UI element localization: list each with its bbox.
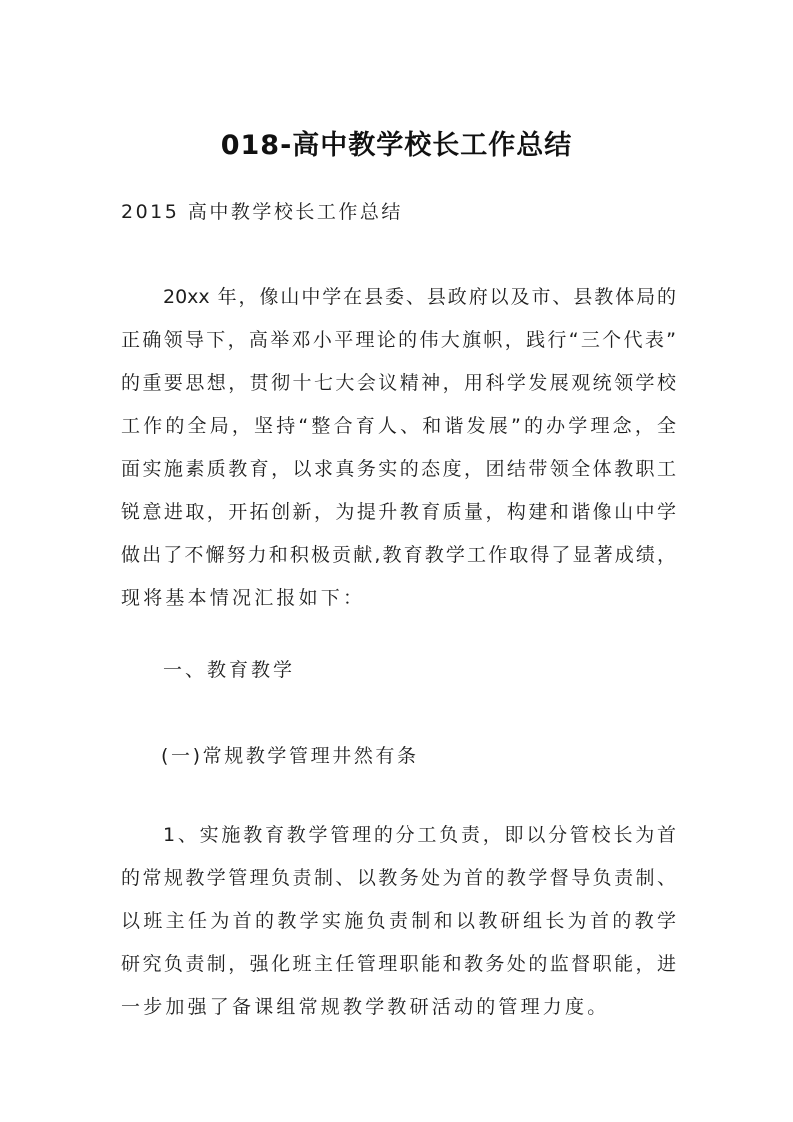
paragraph-line: 1、实施教育教学管理的分工负责，即以分管校长为首 bbox=[163, 824, 676, 846]
paragraph-line: 工作的全局，坚持“整合育人、和谐发展”的办学理念，全 bbox=[121, 415, 676, 437]
paragraph-line: 正确领导下，高举邓小平理论的伟大旗帜，践行“三个代表” bbox=[121, 329, 676, 351]
paragraph-line: 20xx 年，像山中学在县委、县政府以及市、县教体局的 bbox=[163, 286, 676, 308]
document-title: 018-高中教学校长工作总结 bbox=[220, 130, 573, 161]
paragraph-line: 以班主任为首的教学实施负责制和以教研组长为首的教学 bbox=[121, 910, 676, 932]
paragraph-line: 锐意进取，开拓创新，为提升教育质量，构建和谐像山中学 bbox=[121, 501, 676, 523]
document-subtitle: 2015 高中教学校长工作总结 bbox=[121, 201, 403, 223]
paragraph-line: 的常规教学管理负责制、以教务处为首的教学督导负责制、 bbox=[121, 867, 676, 889]
paragraph-line: 现将基本情况汇报如下： bbox=[121, 587, 366, 609]
paragraph-line: 的重要思想，贯彻十七大会议精神，用科学发展观统领学校 bbox=[121, 372, 676, 394]
section-heading: 一、教育教学 bbox=[163, 659, 296, 681]
paragraph-line: 研究负责制，强化班主任管理职能和教务处的监督职能，进 bbox=[121, 953, 676, 975]
paragraph-line: 一步加强了备课组常规教学教研活动的管理力度。 bbox=[121, 996, 610, 1018]
subsection-heading: (一)常规教学管理井然有条 bbox=[161, 745, 419, 767]
paragraph-line: 面实施素质教育，以求真务实的态度，团结带领全体教职工 bbox=[121, 458, 676, 480]
paragraph-line: 做出了不懈努力和积极贡献,教育教学工作取得了显著成绩， bbox=[121, 544, 676, 566]
